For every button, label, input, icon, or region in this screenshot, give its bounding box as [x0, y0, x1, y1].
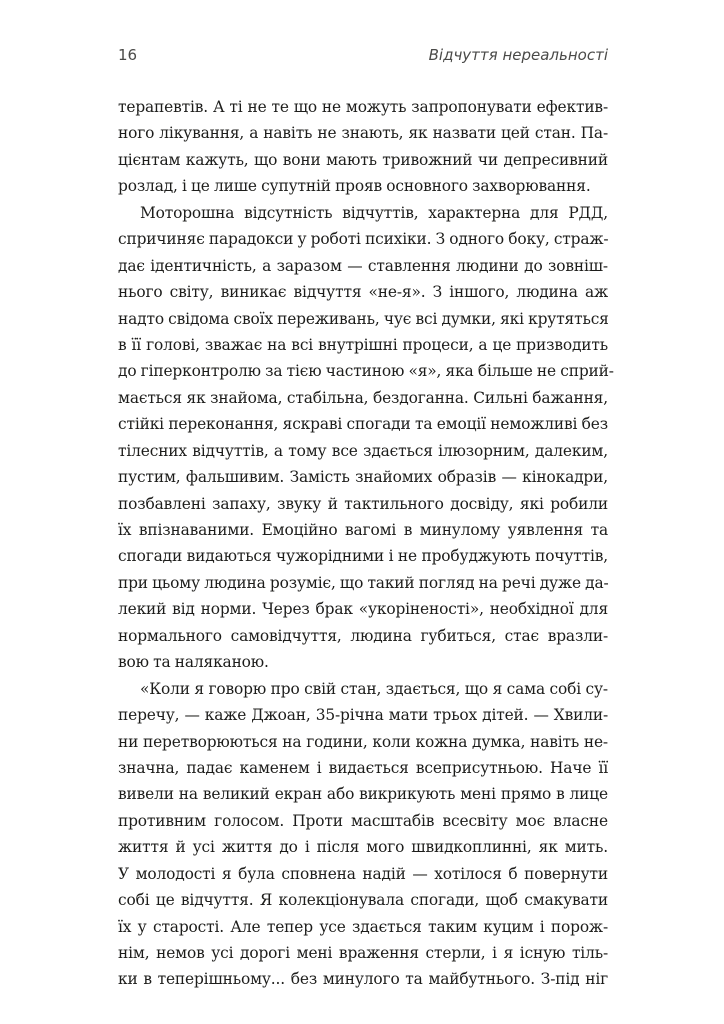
body-text: [118, 94, 614, 993]
text-line: мається як знайома, стабільна, бездоганна. Сильні бажання,: [118, 388, 608, 407]
text-line: ни перетворюються на години, коли кожна думка, навіть не-: [118, 732, 608, 751]
text-line: Моторошна відсутність відчуттів, характерна для РДД,: [140, 203, 608, 222]
text-line: тілесних відчуттів, а тому все здається ілюзорним, далеким,: [118, 441, 608, 460]
text-line: їх впізнаваними. Емоційно вагомі в минулому уявлення та: [118, 521, 608, 539]
text-line: в її голові, зважає на всі внутрішні процеси, а це призводить: [118, 335, 608, 354]
text-line: нормального самовідчуття, людина губиться, стає вразли-: [118, 626, 608, 645]
text-line: стійкі переконання, яскраві спогади та емоції неможливі без: [118, 415, 608, 434]
text-line: ки в теперішньому... без минулого та майбутнього. З-під ніг: [118, 970, 608, 989]
text-line: розлад, і це лише супутній прояв основного захворювання.: [118, 177, 591, 196]
text-line: перечу, — каже Джоан, 35-річна мати трьох дітей. — Хвили-: [118, 706, 608, 725]
text-line: противним голосом. Проти масштабів всесвіту моє власне: [118, 811, 608, 830]
text-line: позбавлені запаху, звуку й тактильного досвіду, які робили: [118, 494, 608, 513]
text-line: нім, немов усі дорогі мені враження стерли, і я існую тіль-: [118, 944, 608, 962]
text-line: значна, падає каменем і видається всеприсутньою. Наче її: [118, 758, 608, 777]
running-title: Відчуття нереальності: [428, 46, 608, 64]
text-line: спричиняє парадокси у роботі психіки. З одного боку, страж-: [118, 230, 609, 249]
text-line: життя й усі життя до і після мого швидкоплинні, як мить.: [118, 838, 608, 857]
text-line: терапевтів. А ті не те що не можуть запропонувати ефектив-: [118, 98, 608, 116]
text-line: цієнтам кажуть, що вони мають тривожний чи депресивний: [118, 150, 608, 169]
text-line: спогади видаються чужорідними і не пробуджують почуттів,: [118, 547, 608, 566]
text-line: надто свідома своїх переживань, чує всі думки, які крутяться: [118, 309, 609, 328]
text-line: вою та наляканою.: [118, 653, 269, 672]
text-line: пустим, фальшивим. Замість знайомих образів — кінокадри,: [118, 468, 608, 487]
page-header: [118, 46, 608, 70]
text-line: ного лікування, а навіть не знають, як назвати цей стан. Па-: [118, 124, 608, 143]
page-number: 16: [118, 46, 138, 64]
text-line: лекий від норми. Через брак «укоріненості», необхідної для: [118, 600, 608, 619]
text-line: нього світу, виникає відчуття «не-я». З іншого, людина аж: [118, 283, 608, 302]
text-line: «Коли я говорю про свій стан, здається, що я сама собі су-: [140, 679, 608, 698]
text-line: при цьому людина розуміє, що такий погляд на речі дуже да-: [118, 573, 609, 592]
text-line: собі це відчуття. Я колекціонувала спогади, щоб смакувати: [118, 891, 608, 910]
text-line: вивели на великий екран або викрикують мені прямо в лице: [118, 785, 608, 804]
text-line: дає ідентичність, а заразом — ставлення людини до зовніш-: [118, 256, 608, 275]
text-line: У молодості я була сповнена надій — хотілося б повернути: [118, 864, 608, 883]
text-line: до гіперконтролю за тією частиною «я», яка більше не сприй-: [118, 362, 614, 381]
text-line: їх у старості. Але тепер усе здається таким куцим і порож-: [118, 917, 608, 936]
